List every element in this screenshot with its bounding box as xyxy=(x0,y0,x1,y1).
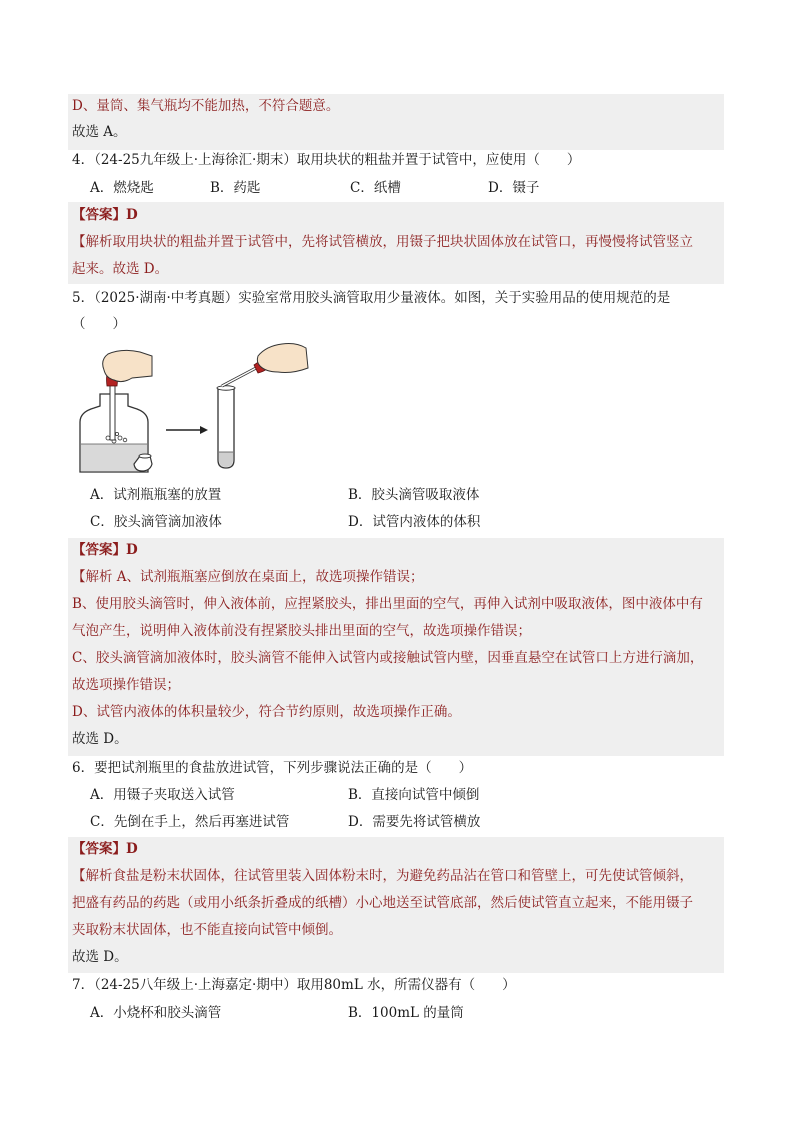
q7-option-b: B．100mL 的量筒 xyxy=(348,1005,464,1021)
dropper-experiment-figure xyxy=(70,340,310,480)
q5-analysis-line: C、胶头滴管滴加液体时，胶头滴管不能伸入试管内或接触试管内壁，因垂直悬空在试管口上方进行滴加， xyxy=(72,650,704,666)
q5-analysis-line: 【解析 A、试剂瓶瓶塞应倒放在桌面上，故选项操作错误； xyxy=(72,569,424,585)
arrow-right-icon xyxy=(166,426,208,434)
conclusion-line: 故选 D。 xyxy=(72,731,128,747)
q4-option-c: C．纸槽 xyxy=(350,180,401,196)
q5-analysis-line: 气泡产生，说明伸入液体前没有捏紧胶头排出里面的空气，故选项操作错误； xyxy=(72,623,531,639)
hand-icon xyxy=(103,350,152,381)
question-5-stem: （ ） xyxy=(72,316,126,332)
conclusion-line: 故选 A。 xyxy=(72,124,127,140)
q5-option-b: B．胶头滴管吸取液体 xyxy=(348,487,480,503)
q5-option-d: D．试管内液体的体积 xyxy=(348,514,481,530)
q5-analysis-line: B、使用胶头滴管时，伸入液体前，应捏紧胶头，排出里面的空气，再伸入试剂中吸取液体，图中液体中有 xyxy=(72,596,703,612)
q5-answer: 【答案】D xyxy=(72,542,138,558)
question-5-stem: 5．（2025·湖南·中考真题）实验室常用胶头滴管取用少量液体。如图，关于实验用品的使用规范的是 xyxy=(72,290,671,306)
question-7-stem: 7．（24-25八年级上·上海嘉定·期中）取用80mL 水，所需仪器有（ ） xyxy=(72,977,516,993)
q4-option-d: D．镊子 xyxy=(488,180,540,196)
q4-answer: 【答案】D xyxy=(72,207,138,223)
q6-answer: 【答案】D xyxy=(72,841,138,857)
q5-analysis-line: 故选项操作错误； xyxy=(72,677,180,693)
q5-analysis-line: D、试管内液体的体积量较少，符合节约原则，故选项操作正确。 xyxy=(72,704,461,720)
q4-analysis-line: 【解析取用块状的粗盐并置于试管中，先将试管横放，用镊子把块状固体放在试管口，再慢慢将试管竖立 xyxy=(72,234,693,250)
q6-option-d: D．需要先将试管横放 xyxy=(348,814,481,830)
q6-option-c: C．先倒在手上，然后再塞进试管 xyxy=(90,814,290,830)
q4-option-a: A．燃烧匙 xyxy=(90,180,154,196)
analysis-line: D、量筒、集气瓶均不能加热，不符合题意。 xyxy=(72,98,340,114)
question-6-stem: 6．要把试剂瓶里的食盐放进试管，下列步骤说法正确的是（ ） xyxy=(72,760,473,776)
q6-analysis-line: 夹取粉末状固体，也不能直接向试管中倾倒。 xyxy=(72,922,342,938)
q6-analysis-line: 【解析食盐是粉末状固体，往试管里装入固体粉末时，为避免药品沾在管口和管壁上，可先使试管倾斜， xyxy=(72,868,693,884)
hand-icon xyxy=(257,344,308,373)
q4-analysis-line: 起来。故选 D。 xyxy=(72,261,169,277)
q4-option-b: B．药匙 xyxy=(210,180,261,196)
conclusion-line: 故选 D。 xyxy=(72,949,128,965)
q6-option-a: A．用镊子夹取送入试管 xyxy=(90,787,235,803)
test-tube xyxy=(217,386,235,468)
q5-option-c: C．胶头滴管滴加液体 xyxy=(90,514,222,530)
question-4-stem: 4．（24-25九年级上·上海徐汇·期末）取用块状的粗盐并置于试管中，应使用（ ） xyxy=(72,152,581,168)
q7-option-a: A．小烧杯和胶头滴管 xyxy=(90,1005,222,1021)
q6-analysis-line: 把盛有药品的药匙（或用小纸条折叠成的纸槽）小心地送至试管底部，然后使试管直立起来，不能用镊子 xyxy=(72,895,693,911)
q6-option-b: B．直接向试管中倾倒 xyxy=(348,787,480,803)
q5-option-a: A．试剂瓶瓶塞的放置 xyxy=(90,487,222,503)
